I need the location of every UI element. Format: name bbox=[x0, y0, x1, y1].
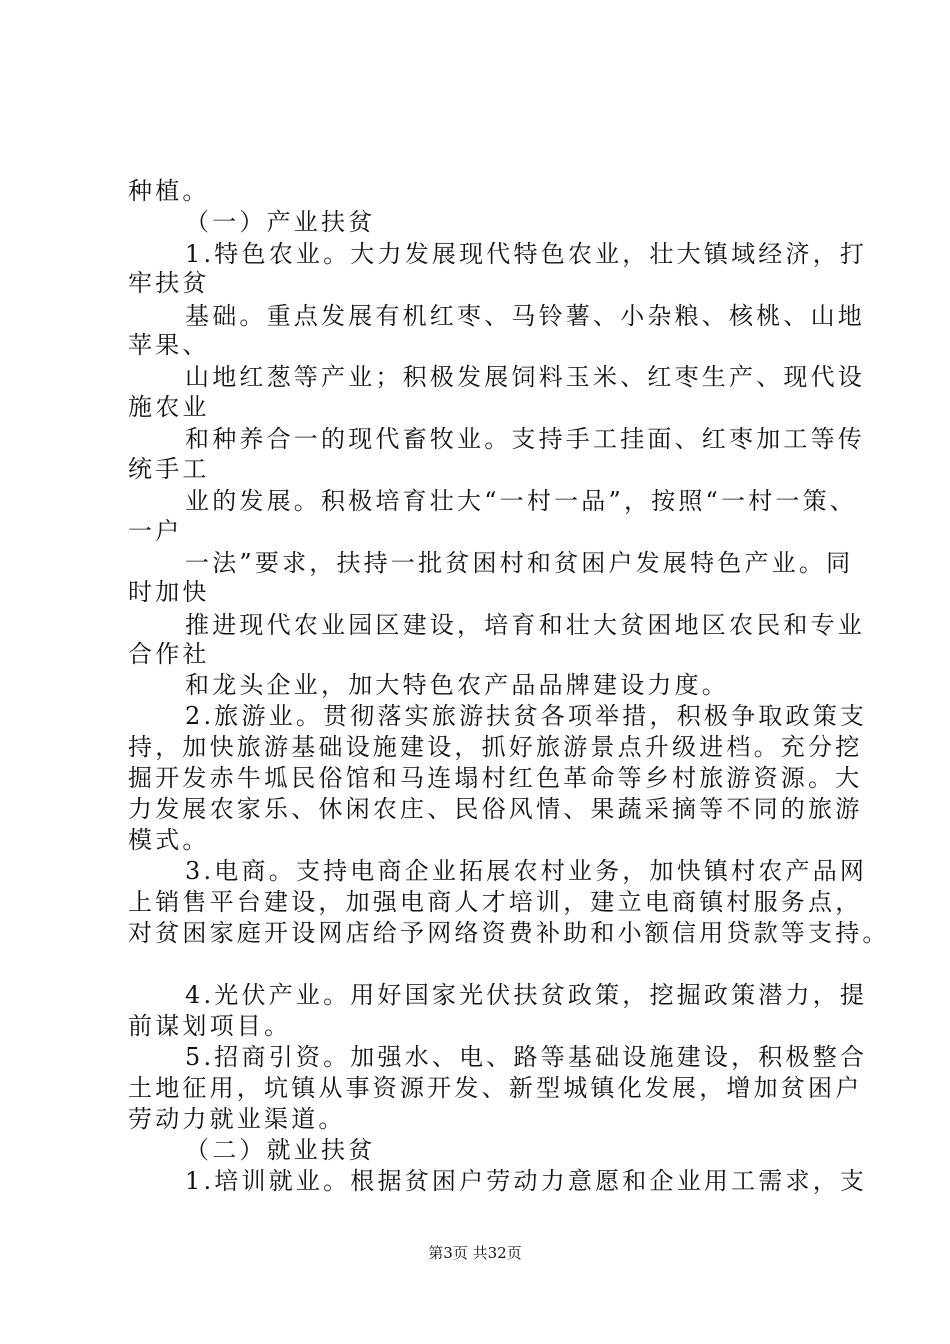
text-line: 土地征用，坑镇从事资源开发、新型城镇化发展，增加贫困户 bbox=[128, 1074, 863, 1102]
text-line: 统手工 bbox=[128, 455, 210, 483]
text-line: 劳动力就业渠道。 bbox=[128, 1105, 346, 1133]
text-line: 1.特色农业。大力发展现代特色农业，壮大镇域经济，打 bbox=[185, 240, 868, 268]
text-line: 山地红葱等产业；积极发展饲料玉米、红枣生产、现代设 bbox=[185, 363, 865, 391]
text-line: 前谋划项目。 bbox=[128, 1012, 292, 1040]
text-line: 力发展农家乐、休闲农庄、民俗风情、果蔬采摘等不同的旅游 bbox=[128, 795, 863, 823]
text-line: 基础。重点发展有机红枣、马铃薯、小杂粮、核桃、山地 bbox=[185, 302, 865, 330]
text-line: 掘开发赤牛坬民俗馆和马连塌村红色革命等乡村旅游资源。大 bbox=[128, 764, 863, 792]
text-line: 牢扶贫 bbox=[128, 269, 210, 297]
text-line: 苹果、 bbox=[128, 331, 210, 359]
text-line: 一法”要求，扶持一批贫困村和贫困户发展特色产业。同 bbox=[185, 549, 854, 577]
text-line: 推进现代农业园区建设，培育和壮大贫困地区农民和专业 bbox=[185, 611, 865, 639]
text-line: 对贫困家庭开设网店给予网络资费补助和小额信用贷款等支持。 bbox=[128, 919, 890, 947]
text-line: 施农业 bbox=[128, 393, 210, 421]
section-heading: （一）产业扶贫 bbox=[185, 208, 376, 236]
text-line: 1.培训就业。根据贫困户劳动力意愿和企业用工需求，支 bbox=[185, 1167, 868, 1195]
section-heading: （二）就业扶贫 bbox=[185, 1136, 376, 1164]
text-line: 时加快 bbox=[128, 578, 210, 606]
text-line: 和种养合一的现代畜牧业。支持手工挂面、红枣加工等传 bbox=[185, 425, 865, 453]
text-line: 种植。 bbox=[128, 177, 210, 205]
text-line: 业的发展。积极培育壮大“一村一品”，按照“一村一策、 bbox=[185, 487, 858, 515]
text-line: 合作社 bbox=[128, 640, 210, 668]
text-line: 和龙头企业，加大特色农产品品牌建设力度。 bbox=[185, 671, 729, 699]
text-line: 模式。 bbox=[128, 826, 210, 854]
text-line: 5.招商引资。加强水、电、路等基础设施建设，积极整合 bbox=[185, 1043, 868, 1071]
text-line: 持，加快旅游基础设施建设，抓好旅游景点升级进档。充分挖 bbox=[128, 733, 863, 761]
page-number: 第3页 共32页 bbox=[428, 1244, 522, 1262]
text-line: 4.光伏产业。用好国家光伏扶贫政策，挖掘政策潜力，提 bbox=[185, 981, 868, 1009]
text-line: 3.电商。支持电商企业拓展农村业务，加快镇村农产品网 bbox=[185, 857, 868, 885]
text-line: 一户 bbox=[128, 517, 183, 545]
text-line: 上销售平台建设，加强电商人才培训，建立电商镇村服务点， bbox=[128, 888, 863, 916]
text-line: 2.旅游业。贯彻落实旅游扶贫各项举措，积极争取政策支 bbox=[185, 702, 868, 730]
